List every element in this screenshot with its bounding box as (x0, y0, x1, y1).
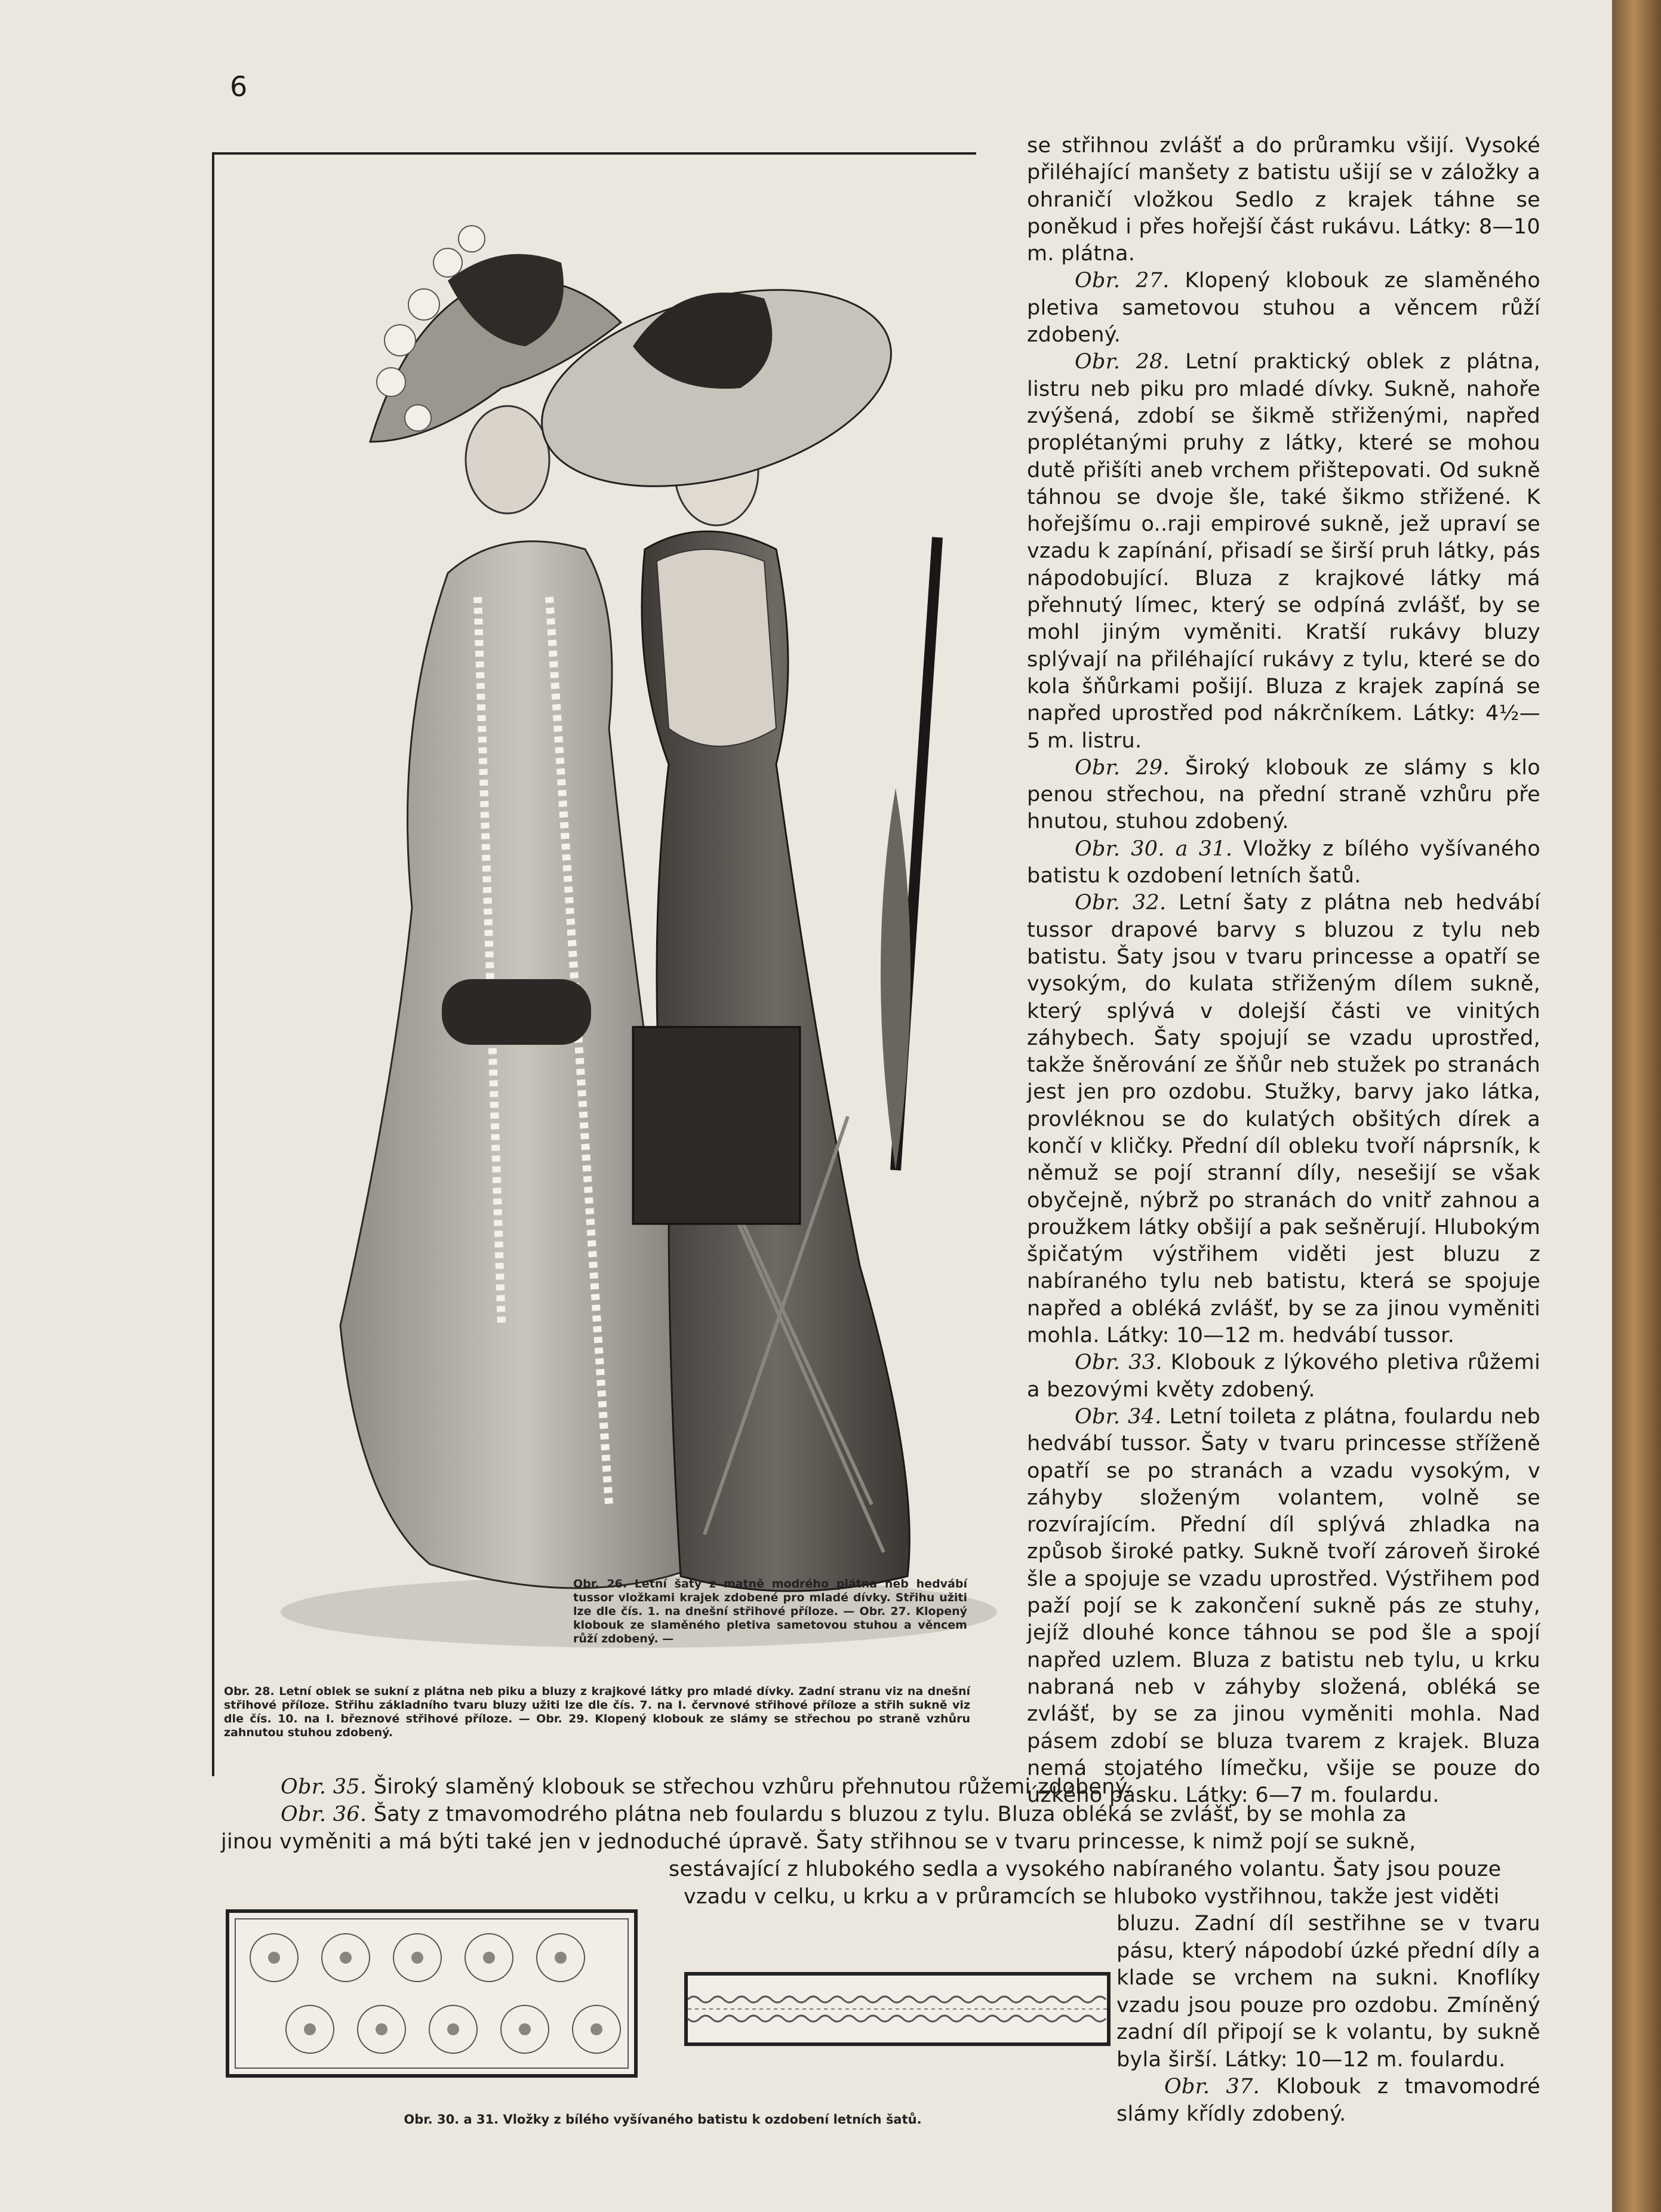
lace-caption: Obr. 30. a 31. Vložky z bílého vyšívaného batistu k ozdobení letních šatů. (404, 2112, 922, 2127)
figure-caption-continued: Obr. 28. Letní oblek se sukní z plátna neb piku a bluzy z krajkové látky pro mladé dívky. Zadní stranu viz na dnešní střihové příloze. Střihu základního tvaru bluzy užiti lze dle čís. 7. na I. červnové střihové příloze a střih sukně viz dle čís. 10. na I. březnové střihové příloze. — Obr. 29. Klopený klobouk ze slámy se střechou po straně vzhůru zahnutou stuhou zdobený. (224, 1685, 970, 1739)
figure-caption: Obr. 26. Letní šaty z matně modrého plátna neb hedvábí tussor vložkami krajek zdobené pro mladé dívky. Střihu užiti lze dle čís. 1. na dnešní střihové příloze. — Obr. 27. Klopený klobouk ze slaměného pletiva sametovou stuhou a věncem růží zdobený. — (573, 1577, 967, 1645)
binding-spine (1612, 0, 1661, 2212)
page-number: 6 (230, 70, 248, 103)
paragraph-obr-29: Obr. 29. Široký klobouk ze slámy s klo penou střechou, na přední straně vzhůru pře hnutou, stuhou zdobený. (1027, 755, 1540, 834)
paragraph-obr-37: Obr. 37. Klobouk z tmavomodré slámy křídly zdobený. (1116, 2075, 1541, 2126)
wide-line-obr-36: Obr. 36. Šaty z tmavomodrého plátna neb foulardu s bluzou z tylu. Bluza obléká se zvlášť, by se mohla za (281, 1802, 1407, 1826)
wide-line: sestávající z hlubokého sedla a vysokého nabíraného volantu. Šaty jsou pouze (669, 1857, 1502, 1881)
paragraph-obr-28: Obr. 28. Letní praktický oblek z plátna, listru neb piku pro mladé dívky. Sukně, nahoře zvýšená, zdobí se šikmě střiženými, napřed proplétanými pruhy z látky, které se mohou dutě přišíti aneb vrchem přištepovati. Od sukně táhnou se dvoje šle, také šikmo střižené. K hořejšímu o..raji empirové sukně, jež upraví se vzadu k zapínání, přisadí se širší pruh látky, pás nápodobující. Bluza z krajkové látky má přehnutý límec, který se odpíná zvlášť, by se mohl jiným vyměniti. Kratší rukávy bluzy splývají na přiléhající rukávy z tylu, které se do kola šňůrkami pošijí. Bluza z krajek zapíná se napřed uprostřed pod nákrčníkem. Látky: 4½— 5 m. listru. (1027, 350, 1541, 753)
right-text-column (1027, 133, 1540, 1809)
lace-insert-31 (684, 1972, 1111, 2046)
paragraph-obr-34: Obr. 34. Letní toileta z plátna, foulardu neb hedvábí tussor. Šaty v tvaru princesse stříženě opatří se po stranách a vzadu vysokým, v záhyby složeným volantem, volně se rozvírajícím. Přední díl splývá zhladka na způsob široké patky. Sukně tvoří zároveň široké šle a spojuje se vzadu uprostřed. Výstřihem pod paží pojí se k zakončení sukně pás ze stuhy, jejíž dlouhé konce táhnou se pod šle a spojí napřed uzlem. Bluza z batistu neb tylu, u krku nabraná neb v záhyby složená, obléká se zvlášť, by se za jinou vyměniti mohla. Nad pásem zdobí se bluza tvarem z krajek. Bluza nemá stojatého límečku, všije se pouze do úzkého pásku. Látky: 6—7 m. foulardu. (1027, 1404, 1540, 1808)
wide-line: jinou vyměniti a má býti také jen v jednoduché úpravě. Šaty střihnou se v tvaru princesse, k nimž pojí se sukně, (221, 1830, 1416, 1854)
paragraph-obr-27: Obr. 27. Klopený klobouk ze slaměného pletiva sametovou stuhou a věncem růží zdobený. (1027, 269, 1540, 347)
fashion-illustration (251, 191, 1027, 1684)
paragraph-intro: se střihnou zvlášť a do průramku všijí. Vysoké přiléhající manšety z batistu ušijí se v záložky a ohraničí vložkou Sedlo z krajek táhne se poněkud i přes hořejší část rukávu. Látky: 8—10 m. plátna. (1027, 134, 1540, 266)
paragraph-obr-30-31: Obr. 30. a 31. Vložky z bílého vyšívaného batistu k ozdobení letních šatů. (1027, 836, 1540, 888)
paragraph-obr-32: Obr. 32. Letní šaty z plátna neb hedvábí tussor drapové barvy s bluzou z tylu neb batistu. Šaty jsou v tvaru princesse a opatří se vysokým, do kulata střiženým dílem sukně, který splývá v dolejší části ve vinitých záhybech. Šaty spojují se vzadu uprostřed, takže šněrování ze šňůr neb stužek po stranách jest jen pro ozdobu. Stužky, barvy jako látka, provléknou se do kulatých obšitých dírek a končí v kličky. Přední díl obleku tvoří náprsník, k němuž se pojí stranní díly, nesešijí se však obyčejně, nýbrž po stranách do vnitř zahnou a proužkem látky obšijí a pak sešněrují. Hlubokým špičatým výstřihem viděti jest bluzu z nabíraného tylu neb batistu, která se spojuje napřed a obléká zvlášť, by se za jinou vyměniti mohla. Látky: 10—12 m. hedvábí tussor. (1027, 891, 1540, 1348)
paragraph-obr-36-continued: bluzu. Zadní díl sestřihne se v tvaru pásu, který nápodobí úzké přední díly a klade se vrchem na sukni. Knoflíky vzadu jsou pouze pro ozdobu. Zmíněný zadní díl připojí se k volantu, by sukně byla širší. Látky: 10—12 m. foulardu. (1116, 1912, 1540, 2072)
bottom-text-column (1116, 1910, 1540, 2128)
lace-insert-30 (226, 1909, 638, 2078)
frame-left-rule (212, 152, 214, 1776)
wide-line-obr-35: Obr. 35. Široký slaměný klobouk se střechou vzhůru přehnutou růžemi zdobený. (281, 1775, 1132, 1799)
wide-line: vzadu v celku, u krku a v průramcích se hluboko vystřihnou, takže jest viděti (684, 1885, 1500, 1909)
paragraph-obr-33: Obr. 33. Klobouk z lýkového pletiva růžemi a bezovými květy zdobený. (1027, 1350, 1540, 1402)
frame-top-rule (212, 152, 976, 155)
